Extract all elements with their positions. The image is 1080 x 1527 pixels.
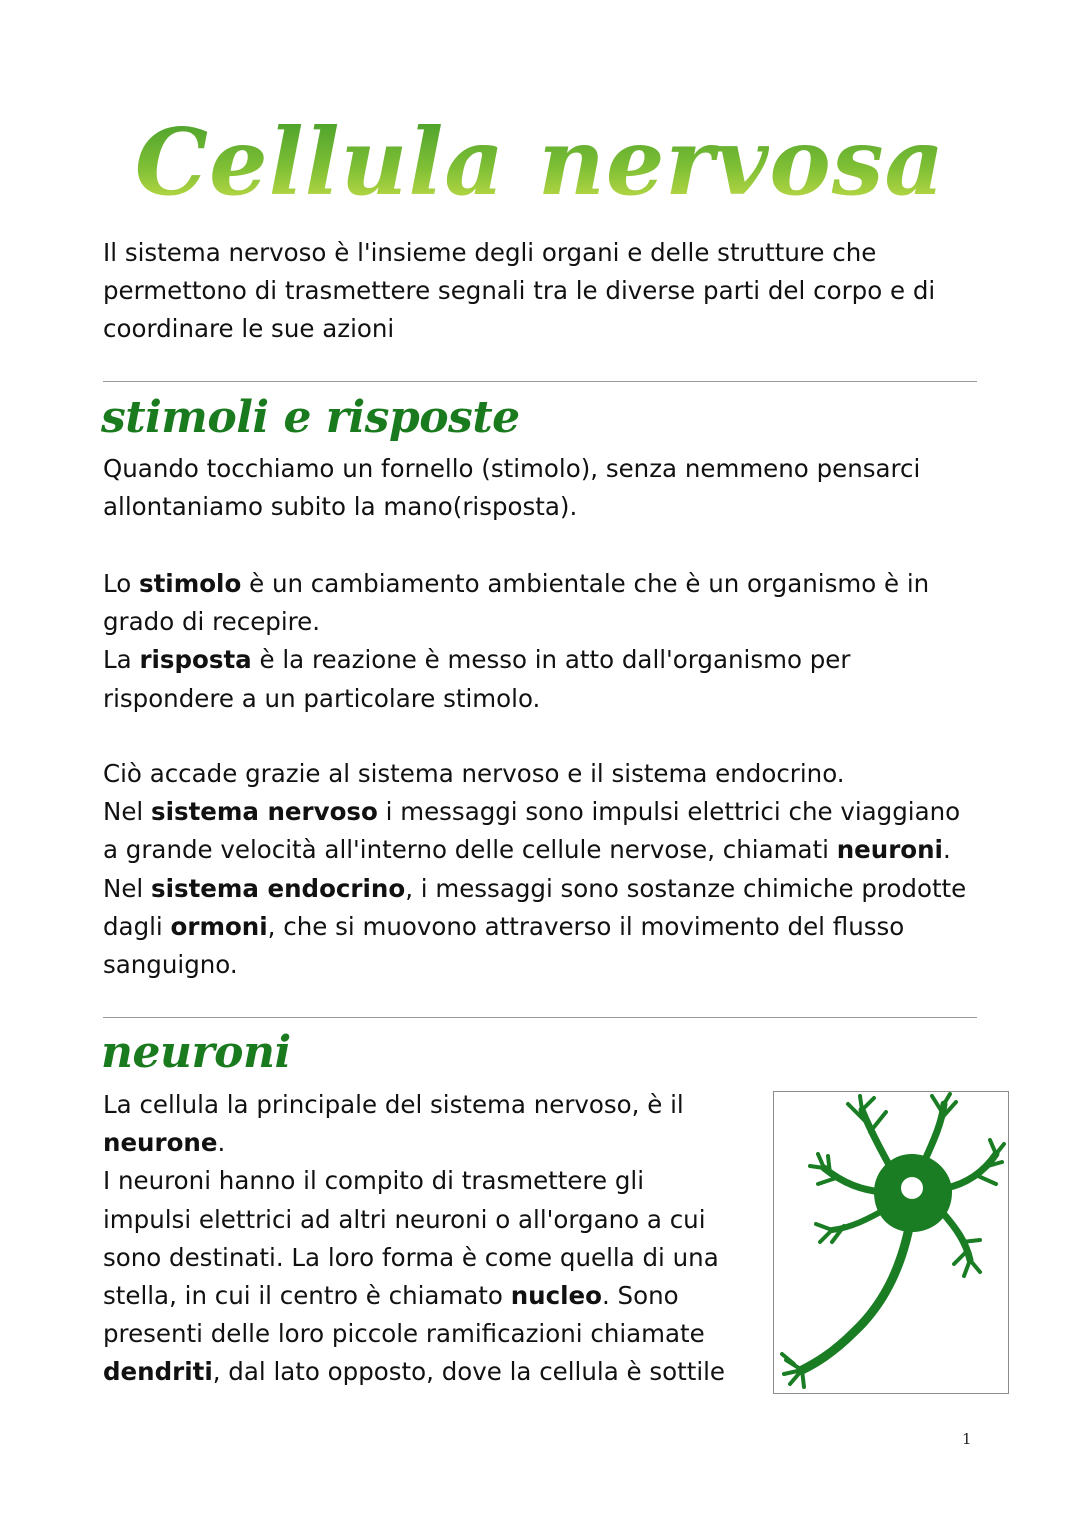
intro-paragraph [103,234,935,349]
text-fragment: dagli [103,911,171,941]
text-fragment: La [103,645,140,675]
text-line: Quando tocchiamo un fornello (stimolo), senza nemmeno pensarci [103,454,921,483]
text-fragment: a grande velocità all'interno delle cellule nervose, chiamati [103,835,837,865]
title-text: Cellula nervosa [134,108,946,216]
neuron-icon [774,1092,1008,1393]
text-fragment: è la reazione è messo in atto dall'organismo per [251,645,851,675]
page-title [0,92,1080,232]
text-fragment: stella, in cui il centro è chiamato [103,1281,511,1311]
term-dendriti: dendriti [103,1357,213,1387]
stimoli-paragraph-2 [103,565,929,718]
page-number: 1 [962,1430,972,1448]
section-heading-neuroni: neuroni [101,1027,291,1078]
text-line: allontaniamo subito la mano(risposta). [103,492,578,522]
section-heading-stimoli: stimoli e risposte [101,392,520,443]
term-sistema-nervoso: sistema nervoso [151,797,378,827]
neuroni-paragraph [103,1086,725,1392]
text-fragment: Nel [103,797,151,827]
text-fragment: . Sono [601,1281,679,1311]
text-line: presenti delle loro piccole ramificazioni chiamate [103,1319,705,1349]
term-risposta: risposta [139,645,252,675]
text-fragment: Nel [103,873,151,903]
text-line: sanguigno. [103,950,238,980]
section-divider [103,381,977,382]
intro-line: coordinare le sue azioni [103,314,395,344]
stimoli-paragraph-1 [103,450,920,526]
text-line: grado di recepire. [103,607,321,637]
text-line: rispondere a un particolare stimolo. [103,683,541,713]
term-nucleo: nucleo [510,1281,602,1311]
text-line: La cellula la principale del sistema nervoso, è il [103,1090,684,1119]
text-fragment: i messaggi sono impulsi elettrici che viaggiano [377,797,961,827]
text-fragment: , dal lato opposto, dove la cellula è sottile [212,1357,726,1387]
text-line: sono destinati. La loro forma è come quella di una [103,1242,719,1272]
term-ormoni: ormoni [170,911,268,941]
text-fragment: . [942,835,951,865]
term-neurone: neurone [103,1128,218,1158]
text-line: Ciò accade grazie al sistema nervoso e il sistema endocrino. [103,759,845,788]
intro-line: permettono di trasmettere segnali tra le diverse parti del corpo e di [103,276,936,306]
title-graphic [0,92,1080,232]
neuron-figure [773,1091,1009,1394]
text-fragment: , che si muovono attraverso il movimento del flusso [267,911,905,941]
stimoli-paragraph-3 [103,755,966,984]
text-fragment: , i messaggi sono sostanze chimiche prodotte [405,873,967,903]
section-divider [103,1017,977,1018]
text-line: I neuroni hanno il compito di trasmettere gli [103,1166,645,1196]
term-neuroni: neuroni [836,835,943,865]
text-fragment: . [217,1128,226,1158]
text-fragment: Lo [103,569,139,598]
intro-line: Il sistema nervoso è l'insieme degli organi e delle strutture che [103,238,877,267]
text-line: impulsi elettrici ad altri neuroni o all'organo a cui [103,1204,706,1234]
term-sistema-endocrino: sistema endocrino [151,873,406,903]
text-fragment: è un cambiamento ambientale che è un organismo è in [241,569,930,598]
term-stimolo: stimolo [139,569,242,598]
